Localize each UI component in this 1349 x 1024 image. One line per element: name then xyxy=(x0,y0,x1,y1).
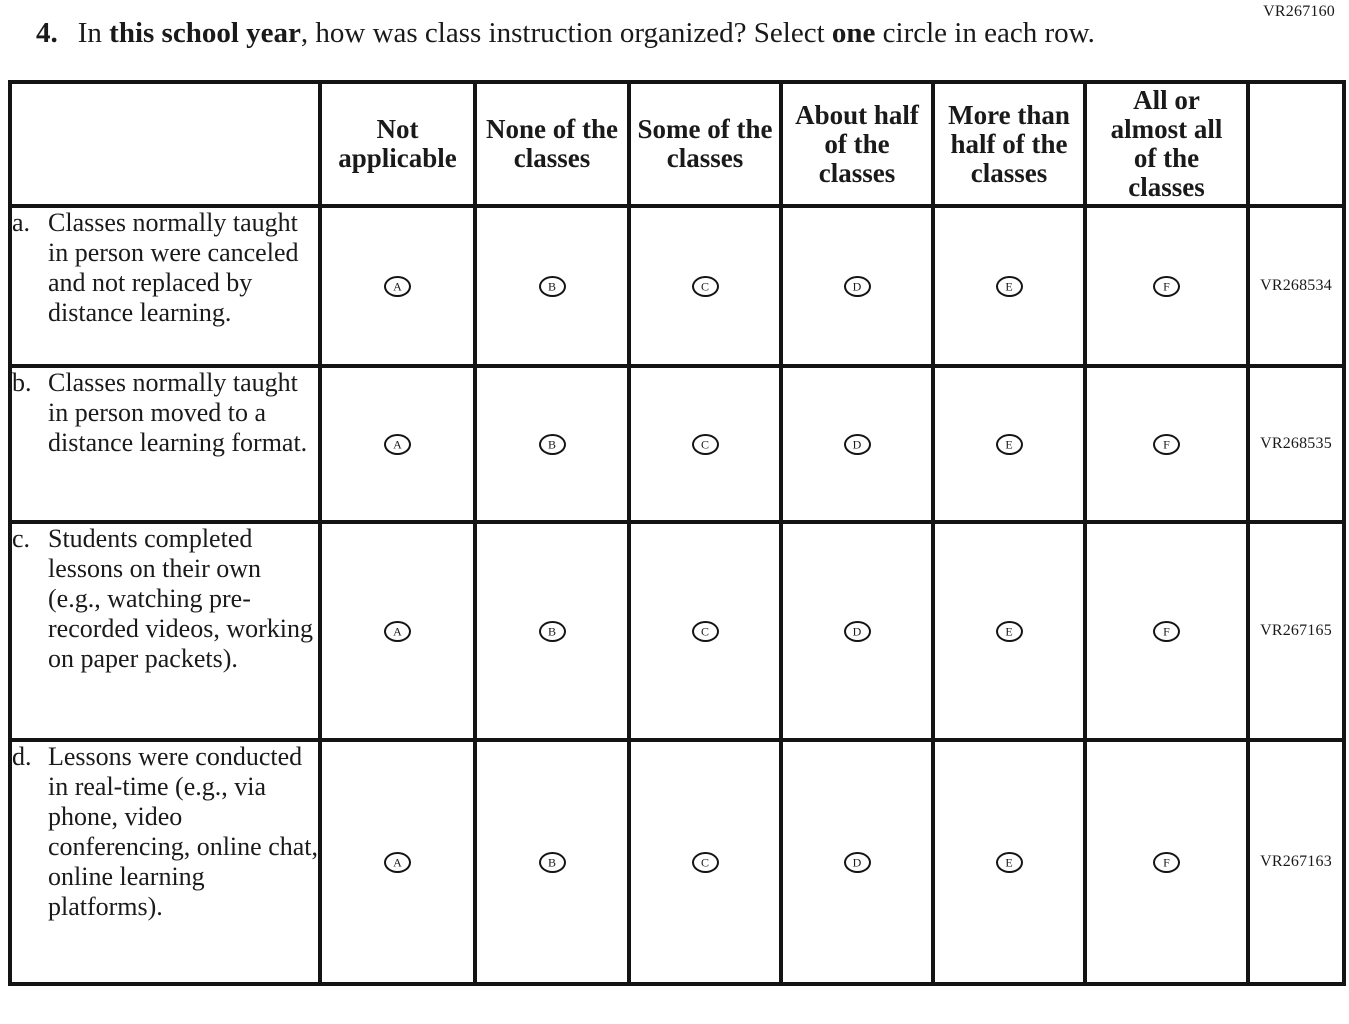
option-cell xyxy=(320,206,475,366)
row-code: VR268534 xyxy=(1248,206,1344,366)
answer-bubble-D[interactable] xyxy=(844,852,871,873)
bubble-letter: B xyxy=(547,624,556,639)
option-cell xyxy=(475,522,629,740)
option-cell xyxy=(629,366,781,522)
table-row-c xyxy=(10,522,1344,740)
bubble-letter: F xyxy=(1163,624,1170,639)
bubble-letter: D xyxy=(852,855,862,870)
bubble-letter: D xyxy=(852,437,862,452)
answer-bubble-E[interactable] xyxy=(996,852,1023,873)
answer-bubble-B[interactable] xyxy=(539,276,566,297)
col-header-none: None of the classes xyxy=(475,82,629,206)
col-header-all-or-almost-all: All or almost all of the classes xyxy=(1085,82,1248,206)
question-bold-this-school-year: this school year xyxy=(109,17,301,49)
option-cell xyxy=(629,740,781,984)
table-row-d xyxy=(10,740,1344,984)
bubble-letter: A xyxy=(393,855,402,870)
bubble-letter: B xyxy=(547,437,556,452)
answer-bubble-E[interactable] xyxy=(996,434,1023,455)
option-cell xyxy=(933,740,1085,984)
corner-cell xyxy=(10,82,320,206)
row-letter: c. xyxy=(12,524,31,553)
code-header-cell xyxy=(1248,82,1344,206)
row-code: VR267165 xyxy=(1248,522,1344,740)
option-cell xyxy=(629,206,781,366)
question-part2: , how was class instruction organized? Select xyxy=(300,17,832,49)
option-cell xyxy=(781,366,933,522)
page-code: VR267160 xyxy=(1263,3,1335,20)
option-cell xyxy=(933,366,1085,522)
answer-bubble-D[interactable] xyxy=(844,434,871,455)
answer-bubble-C[interactable] xyxy=(692,621,719,642)
row-label-cell xyxy=(10,522,320,740)
row-label: Lessons were conducted in real-time (e.g., via phone, video conferencing, online chat, online learning platforms). xyxy=(48,742,318,921)
answer-bubble-C[interactable] xyxy=(692,852,719,873)
answer-bubble-C[interactable] xyxy=(692,276,719,297)
row-letter: b. xyxy=(12,368,32,397)
bubble-letter: E xyxy=(1005,624,1013,639)
row-label-cell xyxy=(10,206,320,366)
col-header-more-than-half: More than half of the classes xyxy=(933,82,1085,206)
table-body xyxy=(10,206,1344,984)
answer-bubble-F[interactable] xyxy=(1153,276,1180,297)
option-cell xyxy=(320,740,475,984)
answer-bubble-F[interactable] xyxy=(1153,852,1180,873)
option-cell xyxy=(320,522,475,740)
option-cell xyxy=(933,206,1085,366)
option-cell xyxy=(781,740,933,984)
question-number: 4. xyxy=(36,17,58,49)
row-code: VR268535 xyxy=(1248,366,1344,522)
answer-bubble-A[interactable] xyxy=(384,434,411,455)
bubble-letter: F xyxy=(1163,855,1170,870)
option-cell xyxy=(1085,366,1248,522)
row-label: Classes normally taught in person were canceled and not replaced by distance learning. xyxy=(48,208,299,327)
option-cell xyxy=(1085,740,1248,984)
option-cell xyxy=(1085,206,1248,366)
answer-bubble-D[interactable] xyxy=(844,621,871,642)
row-label: Students completed lessons on their own (e.g., watching pre-recorded videos, working on paper packets). xyxy=(48,524,313,673)
bubble-letter: A xyxy=(393,624,402,639)
option-cell xyxy=(933,522,1085,740)
header-row xyxy=(10,82,1344,206)
answer-bubble-D[interactable] xyxy=(844,276,871,297)
option-cell xyxy=(475,740,629,984)
option-cell xyxy=(475,206,629,366)
row-letter: a. xyxy=(12,208,31,237)
question-bold-one: one xyxy=(831,17,876,49)
answer-bubble-B[interactable] xyxy=(539,852,566,873)
option-cell xyxy=(781,206,933,366)
row-letter: d. xyxy=(12,742,32,771)
option-cell xyxy=(1085,522,1248,740)
answer-bubble-B[interactable] xyxy=(539,434,566,455)
bubble-letter: B xyxy=(547,279,556,294)
option-cell xyxy=(320,366,475,522)
bubble-letter: C xyxy=(700,624,709,639)
question-part1: In xyxy=(77,17,110,49)
bubble-letter: E xyxy=(1005,437,1013,452)
bubble-letter: D xyxy=(852,624,862,639)
answer-bubble-A[interactable] xyxy=(384,276,411,297)
bubble-letter: F xyxy=(1163,279,1170,294)
bubble-letter: E xyxy=(1005,279,1013,294)
col-header-not-applicable: Not applicable xyxy=(320,82,475,206)
table-header xyxy=(10,82,1344,206)
answer-bubble-B[interactable] xyxy=(539,621,566,642)
table-row-a xyxy=(10,206,1344,366)
bubble-letter: A xyxy=(393,279,402,294)
response-matrix-table xyxy=(8,80,1346,986)
bubble-letter: F xyxy=(1163,437,1170,452)
option-cell xyxy=(781,522,933,740)
bubble-letter: D xyxy=(852,279,862,294)
bubble-letter: C xyxy=(700,437,709,452)
option-cell xyxy=(629,522,781,740)
answer-bubble-F[interactable] xyxy=(1153,621,1180,642)
bubble-letter: C xyxy=(700,855,709,870)
col-header-about-half: About half of the classes xyxy=(781,82,933,206)
row-code: VR267163 xyxy=(1248,740,1344,984)
bubble-letter: E xyxy=(1005,855,1013,870)
question-part3: circle in each row. xyxy=(875,17,1095,49)
answer-bubble-A[interactable] xyxy=(384,852,411,873)
col-header-some: Some of the classes xyxy=(629,82,781,206)
answer-bubble-E[interactable] xyxy=(996,276,1023,297)
answer-bubble-C[interactable] xyxy=(692,434,719,455)
question-text xyxy=(0,0,1349,50)
row-label-cell xyxy=(10,740,320,984)
bubble-letter: A xyxy=(393,437,402,452)
table-row-b xyxy=(10,366,1344,522)
answer-bubble-F[interactable] xyxy=(1153,434,1180,455)
row-label: Classes normally taught in person moved to a distance learning format. xyxy=(48,368,308,457)
bubble-letter: C xyxy=(700,279,709,294)
answer-bubble-A[interactable] xyxy=(384,621,411,642)
bubble-letter: B xyxy=(547,855,556,870)
row-label-cell xyxy=(10,366,320,522)
answer-bubble-E[interactable] xyxy=(996,621,1023,642)
option-cell xyxy=(475,366,629,522)
